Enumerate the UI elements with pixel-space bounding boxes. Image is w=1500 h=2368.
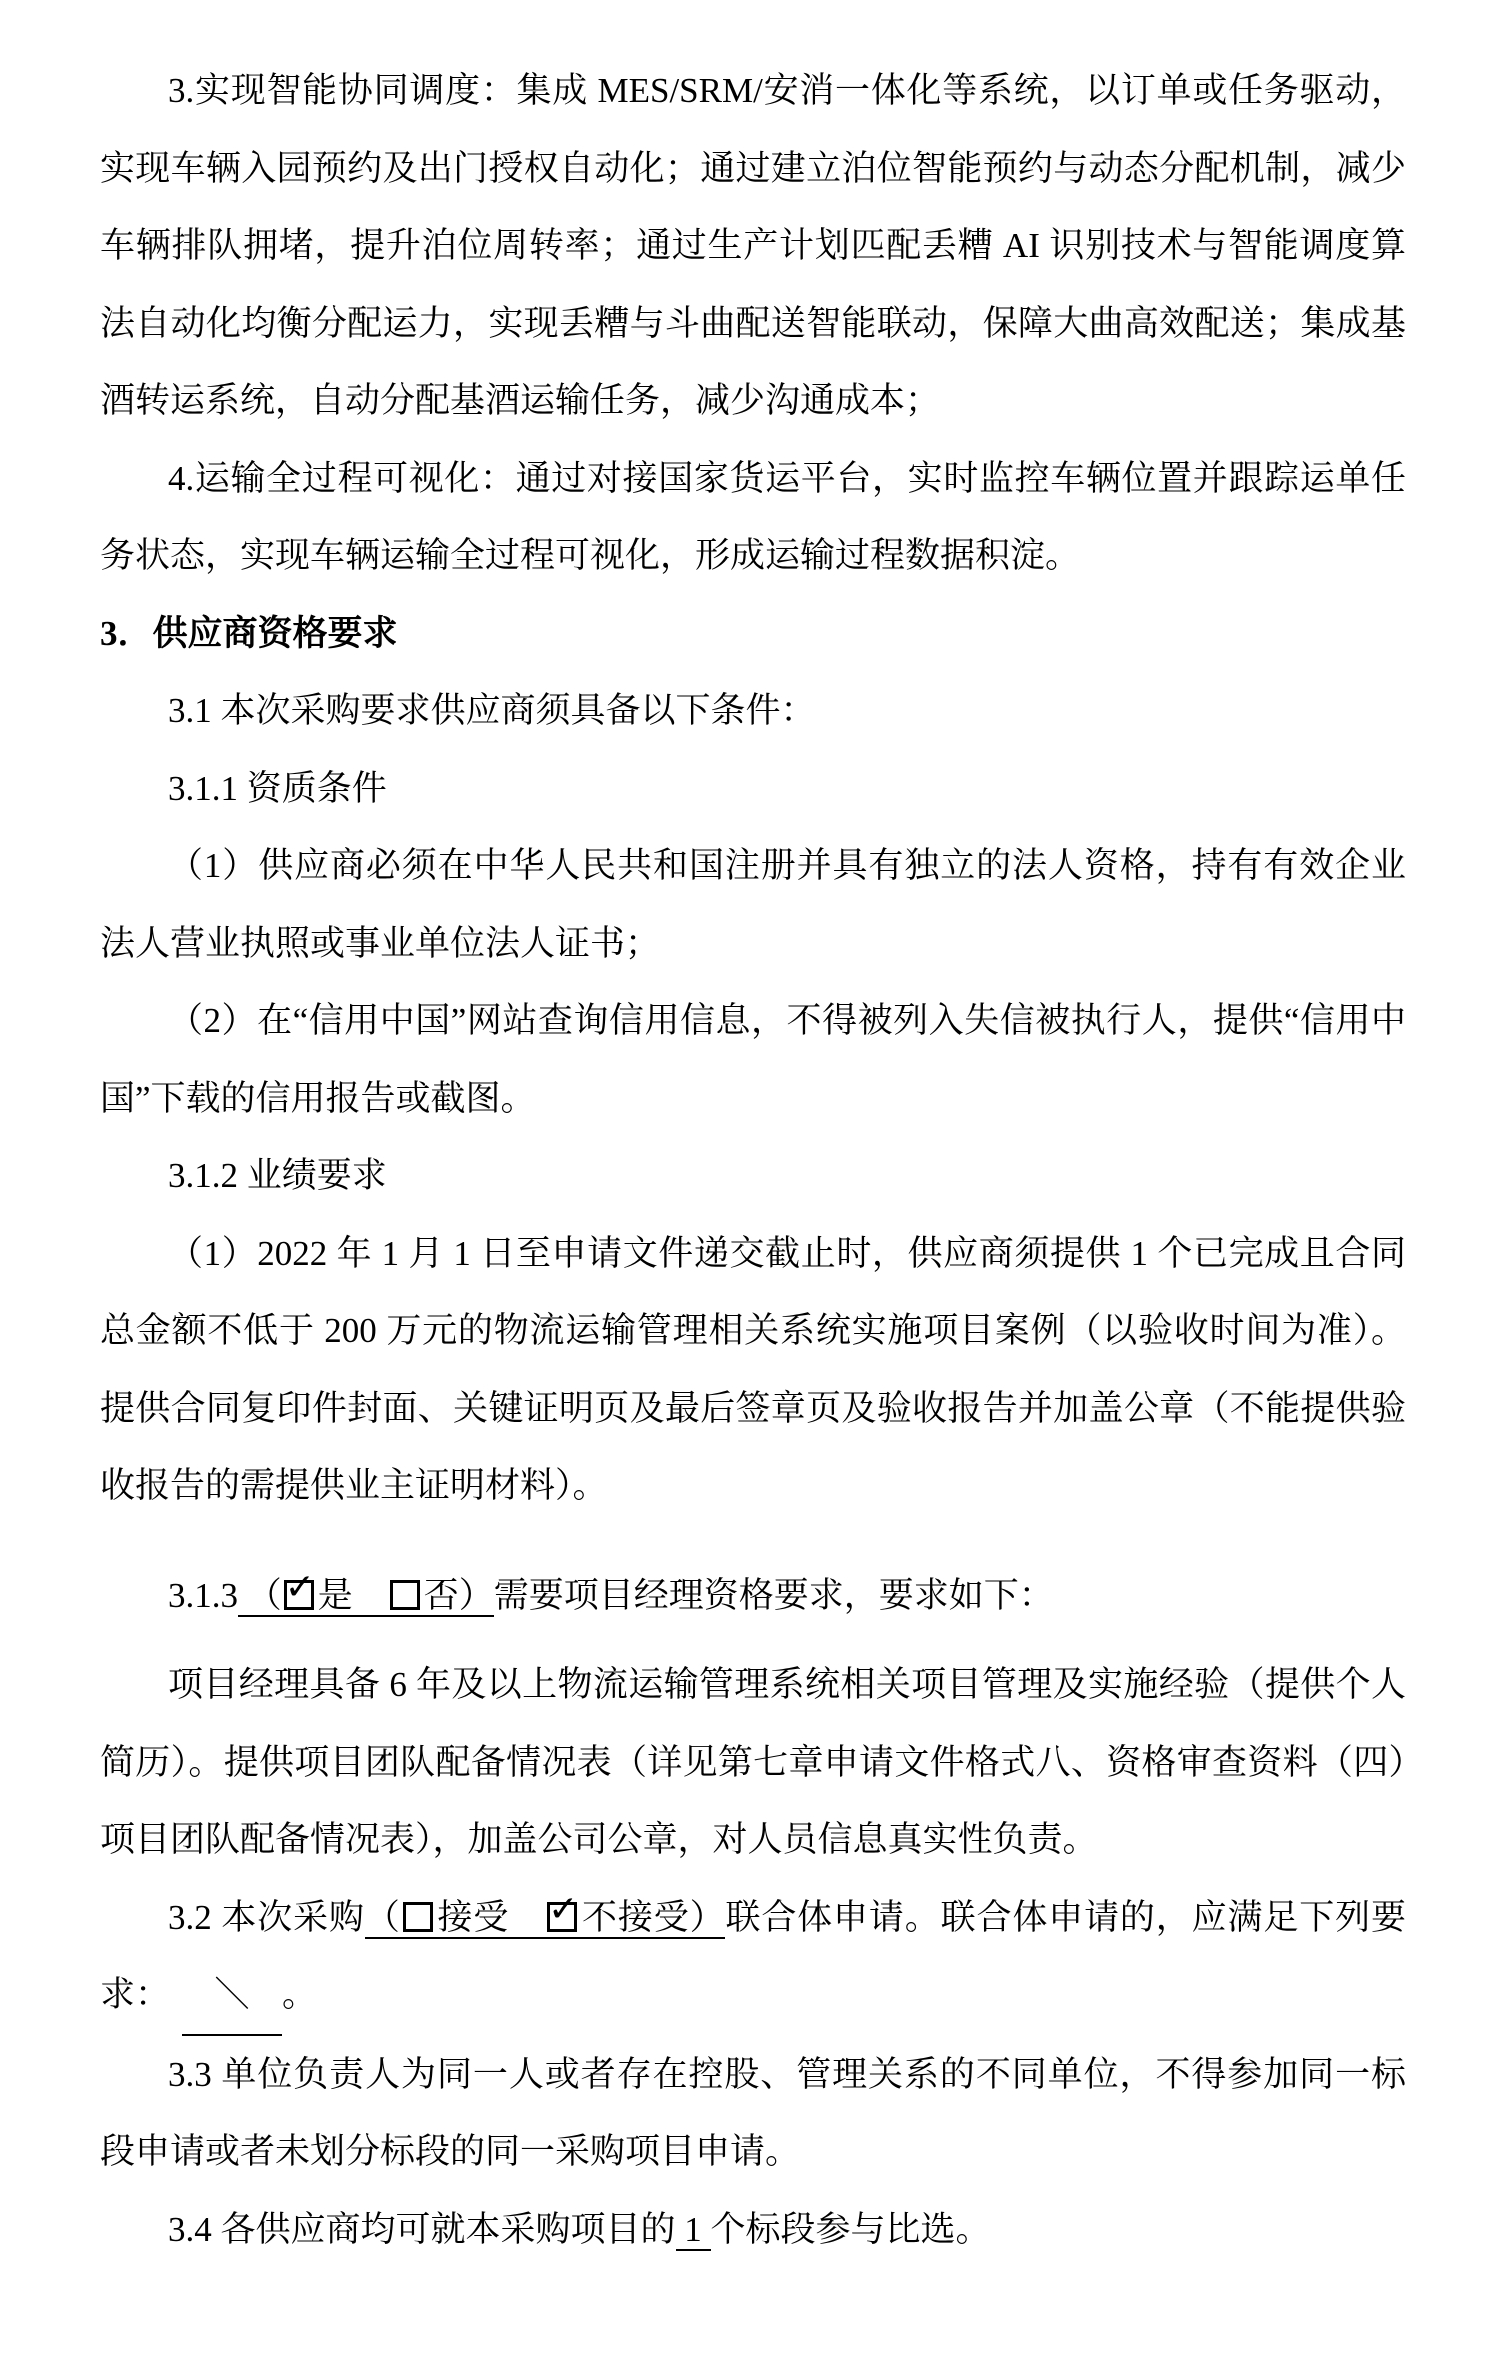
heading-supplier-qualification-requirements xyxy=(100,595,1406,673)
text-run: 1 xyxy=(675,2209,711,2249)
check-mark-icon: ✓ xyxy=(284,1566,315,1608)
checkbox-unchecked-icon xyxy=(390,1580,420,1610)
text-run: 个标段参与比选。 xyxy=(710,2209,991,2249)
text-run: （1）2022 年 1 月 1 日至申请文件递交截止时，供应商须提供 1 个已完成且合同总金额不低于 200 万元的物流运输管理相关系统实施项目案例（以验收时间为准）。提供合同复印件封面、关键证明页及最后签章页及验收报告并加盖公章（不能提供验收报告的需提供业主证明材料）。 xyxy=(100,1233,1406,1505)
text-run: 。 xyxy=(282,1975,318,2014)
text-run: （ xyxy=(364,1897,401,1937)
underlined-text xyxy=(364,1888,726,1939)
document-body xyxy=(100,52,1406,2268)
text-run: 3．供应商资格要求 xyxy=(100,613,398,653)
fill-in-blank: ＼ xyxy=(182,1956,282,2036)
check-mark-icon: ✓ xyxy=(548,1888,579,1930)
para-3-1-1-qualification-title xyxy=(100,750,1406,828)
text-run: （1）供应商必须在中华人民共和国注册并具有独立的法人资格，持有有效企业法人营业执照或事业单位法人证书； xyxy=(100,846,1406,963)
underlined-text xyxy=(238,1566,494,1617)
para-item4-full-visibility xyxy=(100,440,1406,595)
para-3-1-1-item2-credit-china xyxy=(100,982,1406,1137)
text-run: 不接受） xyxy=(581,1897,726,1937)
text-run: 3.1.2 业绩要求 xyxy=(168,1156,387,1195)
text-run: 4.运输全过程可视化：通过对接国家货运平台，实时监控车辆位置并跟踪运单任务状态，实现车辆运输全过程可视化，形成运输过程数据积淀。 xyxy=(100,458,1406,575)
text-run: 3.1.1 资质条件 xyxy=(168,768,387,808)
text-run: 3.1 本次采购要求供应商须具备以下条件： xyxy=(168,691,816,730)
para-pm-experience-detail xyxy=(100,1646,1406,1879)
para-3-1-3-pm-requirement xyxy=(100,1557,1406,1635)
text-run: （ xyxy=(238,1575,282,1615)
para-3-4-one-lot xyxy=(100,2191,1406,2269)
text-run: 项目经理具备 6 年及以上物流运输管理系统相关项目管理及实施经验（提供个人简历）。提供项目团队配备情况表（详见第七章申请文件格式八、资格审查资料（四）项目团队配备情况表），加盖公司公章，对人员信息真实性负责。 xyxy=(100,1665,1406,1859)
text-run: （2）在“信用中国”网站查询信用信息，不得被列入失信被执行人，提供“信用中国”下载的信用报告或截图。 xyxy=(100,1001,1406,1118)
para-3-2-consortium xyxy=(100,1879,1406,2036)
text-run: 3.实现智能协同调度：集成 MES/SRM/安消一体化等系统，以订单或任务驱动，实现车辆入园预约及出门授权自动化；通过建立泊位智能预约与动态分配机制，减少车辆排队拥堵，提升泊位周转率；通过生产计划匹配丢糟 AI 识别技术与智能调度算法自动化均衡分配运力，实现丢糟与斗曲配送智能联动，保障大曲高效配送；集成基酒转运系统，自动分配基酒运输任务，减少沟通成本； xyxy=(100,71,1406,420)
para-3-3-same-responsible-person xyxy=(100,2036,1406,2191)
text-run: 是 xyxy=(317,1575,388,1615)
checkbox-checked-icon xyxy=(284,1566,315,1610)
text-run: 联合体申请。联合体申请的，应满足下列要求： xyxy=(100,1897,1406,2014)
para-3-1-2-performance-title xyxy=(100,1137,1406,1215)
para-3-1-1-item1-legal-person xyxy=(100,827,1406,982)
checkbox-unchecked-icon xyxy=(403,1902,433,1932)
text-run: 3.4 各供应商均可就本采购项目的 xyxy=(168,2209,676,2249)
text-run: 需要项目经理资格要求，要求如下： xyxy=(493,1575,1054,1615)
underlined-text xyxy=(676,2210,711,2251)
text-run: 3.1.3 xyxy=(168,1575,238,1615)
text-run: 否） xyxy=(423,1575,494,1615)
checkbox-checked-icon xyxy=(547,1888,579,1932)
text-run: 3.2 本次采购 xyxy=(168,1897,365,1937)
text-run: 3.3 单位负责人为同一人或者存在控股、管理关系的不同单位，不得参加同一标段申请或者未划分标段的同一采购项目申请。 xyxy=(100,2054,1406,2171)
para-3-1-2-item1-project-case xyxy=(100,1215,1406,1525)
para-item3-smart-dispatch xyxy=(100,52,1406,440)
para-3-1-conditions-intro xyxy=(100,672,1406,750)
text-run: 接受 xyxy=(436,1897,546,1937)
